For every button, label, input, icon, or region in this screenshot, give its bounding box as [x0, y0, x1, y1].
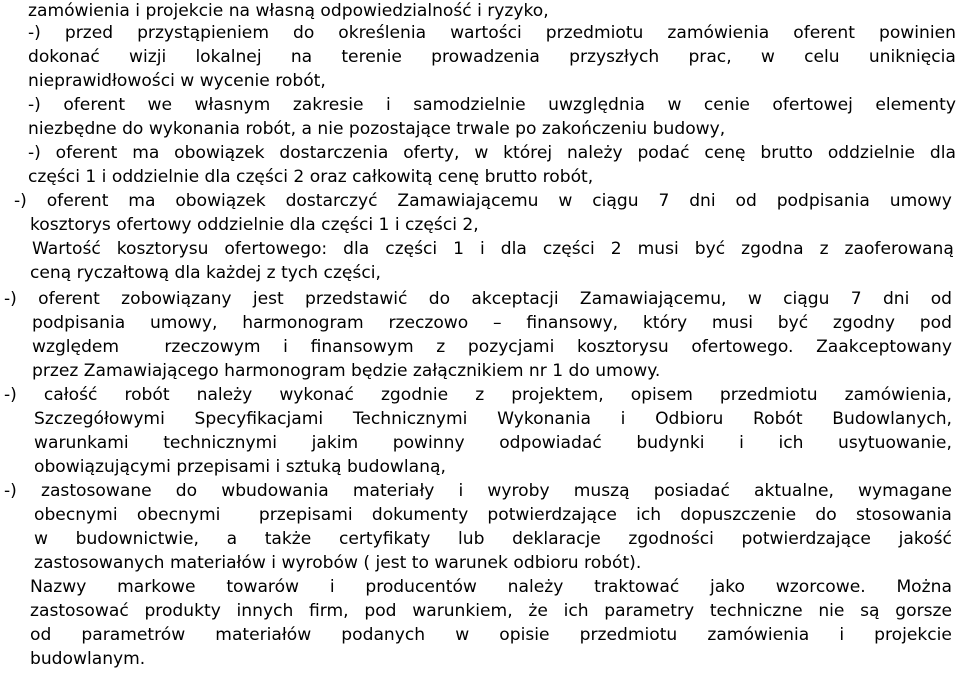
word: w	[760, 47, 775, 67]
word: zastosować	[30, 601, 129, 621]
word: zakresie	[292, 95, 364, 115]
document-line: obowiązującymi przepisami i sztuką budowlaną,	[34, 457, 446, 477]
word: wyroby	[487, 481, 550, 501]
word: zaoferowaną	[844, 239, 954, 259]
word: uwzględnia	[548, 95, 645, 115]
word: certyfikaty	[338, 529, 431, 549]
word: a	[226, 529, 238, 549]
word: terenie	[341, 47, 402, 67]
word: dla	[929, 143, 956, 163]
word: firm,	[309, 601, 349, 621]
word: od	[930, 289, 952, 309]
word: rzeczowym	[164, 337, 261, 357]
word: harmonogram	[242, 313, 364, 333]
word: materiałów	[215, 625, 312, 645]
word: oferent	[38, 289, 100, 309]
word: techniczne	[709, 601, 803, 621]
word: obowiązek	[175, 191, 266, 211]
word: przedstawić	[305, 289, 408, 309]
word: której	[503, 143, 553, 163]
word: podanych	[341, 625, 426, 645]
word: ma	[128, 191, 156, 211]
word: Zamawiającemu	[397, 191, 539, 211]
word: -)	[28, 95, 41, 115]
word: Szczegółowymi	[34, 409, 165, 429]
word: Zaakceptowany	[816, 337, 952, 357]
word: w	[667, 95, 682, 115]
word: na	[290, 47, 313, 67]
word: kosztorysu	[576, 337, 669, 357]
word: podpisania	[776, 191, 870, 211]
document-line	[4, 481, 952, 501]
word: pod	[364, 601, 397, 621]
document-line	[28, 47, 956, 67]
document-line	[4, 385, 952, 405]
word: celu	[804, 47, 840, 67]
document-line	[34, 505, 952, 525]
word: przed	[64, 23, 114, 43]
word: od	[735, 191, 757, 211]
word: rzeczowo	[388, 313, 469, 333]
word: -)	[4, 481, 17, 501]
document-line	[32, 337, 952, 357]
word: i	[739, 433, 744, 453]
word: części	[385, 239, 438, 259]
word: oferent	[55, 143, 118, 163]
word: dla	[500, 239, 527, 259]
word: towarów	[226, 577, 300, 597]
word: stosowania	[855, 505, 952, 525]
word: wartości	[450, 23, 522, 43]
word: ma	[132, 143, 160, 163]
document-line	[32, 239, 954, 259]
word: Robót	[753, 409, 803, 429]
word: i	[839, 625, 845, 645]
word: –	[493, 313, 502, 333]
word: prac,	[688, 47, 732, 67]
word: -)	[4, 289, 17, 309]
word: finansowy,	[526, 313, 619, 333]
word: zamówienia	[707, 625, 810, 645]
word: powinien	[878, 23, 956, 43]
document-line	[28, 23, 956, 43]
word: Budowlanych,	[832, 409, 952, 429]
word: traktować	[594, 577, 680, 597]
document-line: nieprawidłowości w wycenie robót,	[28, 71, 326, 91]
word: i	[458, 481, 464, 501]
document-line	[30, 601, 952, 621]
word: i	[620, 409, 626, 429]
word: usytuowanie,	[838, 433, 952, 453]
word: aktualne,	[754, 481, 834, 501]
word: ich	[636, 505, 662, 525]
word: ofertowego.	[691, 337, 794, 357]
word: całość	[43, 385, 98, 405]
word: akceptacji	[471, 289, 559, 309]
word: zobowiązany	[121, 289, 232, 309]
word: cenę	[704, 143, 746, 163]
document-line: ceną ryczałtową dla każdej z tych części,	[30, 263, 381, 283]
word: opisem	[630, 385, 693, 405]
word: wbudowania	[221, 481, 329, 501]
word: deklaracje	[512, 529, 601, 549]
word: zgodny	[832, 313, 896, 333]
word: wizji	[129, 47, 167, 67]
word: parametry	[604, 601, 695, 621]
word: Odbioru	[655, 409, 724, 429]
word: gorsze	[895, 601, 952, 621]
document-line	[14, 191, 952, 211]
word: zamówienia	[667, 23, 770, 43]
word: dokonać	[28, 47, 100, 67]
document-line: budowlanym.	[30, 649, 146, 669]
word: obecnymi	[136, 505, 221, 525]
word: że	[528, 601, 548, 621]
word: projektem,	[511, 385, 604, 405]
document-line	[30, 577, 952, 597]
document-line	[34, 529, 952, 549]
word: oddzielnie	[827, 143, 916, 163]
word: innych	[236, 601, 294, 621]
word: do	[292, 23, 315, 43]
word: podać	[637, 143, 690, 163]
word: potwierdzające	[741, 529, 871, 549]
word: z	[475, 385, 485, 405]
word: obowiązek	[174, 143, 265, 163]
word: zamówienia,	[844, 385, 952, 405]
word: wymagane	[858, 481, 952, 501]
word: finansowym	[310, 337, 414, 357]
word: opisie	[499, 625, 550, 645]
document-line	[30, 625, 952, 645]
word: 1	[453, 239, 465, 259]
word: i	[329, 577, 335, 597]
word: we	[147, 95, 173, 115]
word: Można	[896, 577, 952, 597]
word: -)	[14, 191, 27, 211]
word: są	[860, 601, 880, 621]
word: do	[815, 505, 837, 525]
word: z	[819, 239, 829, 259]
word: Wykonania	[497, 409, 591, 429]
word: dokumenty	[371, 505, 469, 525]
word: w	[747, 289, 762, 309]
word: ofertowego:	[224, 239, 328, 259]
word: i	[480, 239, 485, 259]
word: w	[34, 529, 48, 549]
document-line	[32, 313, 952, 333]
word: parametrów	[81, 625, 186, 645]
word: oferent	[46, 191, 109, 211]
word: własnym	[194, 95, 271, 115]
word: producentów	[365, 577, 477, 597]
word: Zamawiającemu,	[579, 289, 727, 309]
word: powinny	[392, 433, 465, 453]
word: oferent	[63, 95, 126, 115]
word: ich	[778, 433, 804, 453]
word: do	[175, 481, 198, 501]
word: 2	[610, 239, 622, 259]
document-line: zastosowanych materiałów i wyrobów ( jest to warunek odbioru robót).	[34, 553, 642, 573]
document-line	[34, 433, 952, 453]
word: musi	[711, 313, 754, 333]
word: lub	[458, 529, 485, 549]
word: także	[264, 529, 312, 549]
word: potwierdzające	[487, 505, 617, 525]
word: 7	[658, 191, 670, 211]
document-line: części 1 i oddzielnie dla części 2 oraz całkowitą cenę brutto robót,	[28, 167, 594, 187]
word: warunkami	[34, 433, 129, 453]
word: pozycjami	[467, 337, 555, 357]
word: -)	[4, 385, 17, 405]
word: do	[428, 289, 451, 309]
word: materiały	[352, 481, 435, 501]
word: dostarczenia	[279, 143, 389, 163]
word: jest	[252, 289, 284, 309]
word: budownictwie,	[75, 529, 199, 549]
word: przystąpieniem	[137, 23, 269, 43]
word: i	[283, 337, 288, 357]
document-line	[4, 289, 952, 309]
word: wzorcowe.	[775, 577, 866, 597]
word: kosztorysu	[116, 239, 209, 259]
word: ofertowej	[772, 95, 853, 115]
word: -)	[28, 23, 41, 43]
word: Technicznymi	[352, 409, 468, 429]
word: w	[474, 143, 489, 163]
word: zgodna	[741, 239, 804, 259]
word: projekcie	[874, 625, 952, 645]
word: samodzielnie	[413, 95, 526, 115]
word: ciągu	[783, 289, 830, 309]
word: być	[694, 239, 726, 259]
word: dopuszczenie	[680, 505, 797, 525]
word: należy	[566, 143, 623, 163]
word: podpisania	[32, 313, 126, 333]
word: przyszłych	[569, 47, 660, 67]
word: Wartość	[32, 239, 101, 259]
word: Nazwy	[30, 577, 87, 597]
word: budynki	[636, 433, 705, 453]
word: -)	[28, 143, 41, 163]
word: dostarczyć	[285, 191, 378, 211]
word: wykonać	[279, 385, 354, 405]
word: względem	[32, 337, 120, 357]
document-line	[34, 409, 952, 429]
word: posiadać	[653, 481, 730, 501]
word: lokalnej	[195, 47, 262, 67]
word: części	[542, 239, 595, 259]
word: dni	[689, 191, 716, 211]
word: należy	[507, 577, 564, 597]
word: ich	[563, 601, 589, 621]
word: zastosowane	[40, 481, 152, 501]
document-line	[28, 143, 956, 163]
word: brutto	[760, 143, 813, 163]
word: warunkiem,	[412, 601, 513, 621]
word: od	[30, 625, 52, 645]
word: oferent	[793, 23, 855, 43]
document-line: zamówienia i projekcie na własną odpowiedzialność i ryzyko,	[28, 1, 549, 21]
word: elementy	[875, 95, 956, 115]
document-line: niezbędne do wykonania robót, a nie pozostające trwale po zakończeniu budowy,	[28, 119, 726, 139]
word: w	[455, 625, 470, 645]
word: umowy	[889, 191, 952, 211]
word: przedmiotu	[545, 23, 644, 43]
document-line: przez Zamawiającego harmonogram będzie załącznikiem nr 1 do umowy.	[32, 361, 661, 381]
word: przepisami	[258, 505, 353, 525]
word: jakim	[311, 433, 359, 453]
word: oferty,	[403, 143, 460, 163]
word: musi	[637, 239, 679, 259]
word: produkty	[144, 601, 221, 621]
word: w	[558, 191, 573, 211]
word: technicznymi	[163, 433, 277, 453]
word: być	[777, 313, 809, 333]
word: pod	[919, 313, 952, 333]
word: przedmiotu	[719, 385, 818, 405]
document-line: kosztorys ofertowy oddzielnie dla części 1 i części 2,	[30, 215, 479, 235]
word: dni	[882, 289, 910, 309]
word: i	[385, 95, 391, 115]
word: obecnymi	[34, 505, 118, 525]
document-line	[28, 95, 956, 115]
word: prowadzenia	[431, 47, 540, 67]
word: należy	[196, 385, 253, 405]
word: jako	[710, 577, 746, 597]
word: przedmiotu	[579, 625, 678, 645]
word: jakość	[898, 529, 952, 549]
word: odpowiadać	[499, 433, 602, 453]
word: Specyfikacjami	[194, 409, 324, 429]
word: muszą	[573, 481, 630, 501]
word: zgodnie	[380, 385, 449, 405]
word: z	[436, 337, 446, 357]
word: robót	[124, 385, 170, 405]
word: umowy,	[149, 313, 218, 333]
word: określenia	[338, 23, 427, 43]
word: uniknięcia	[868, 47, 956, 67]
word: nie	[818, 601, 845, 621]
word: zgodności	[628, 529, 714, 549]
word: dla	[343, 239, 370, 259]
word: markowe	[117, 577, 196, 597]
word: który	[642, 313, 688, 333]
word: ciągu	[592, 191, 639, 211]
word: cenie	[703, 95, 750, 115]
word: 7	[850, 289, 862, 309]
